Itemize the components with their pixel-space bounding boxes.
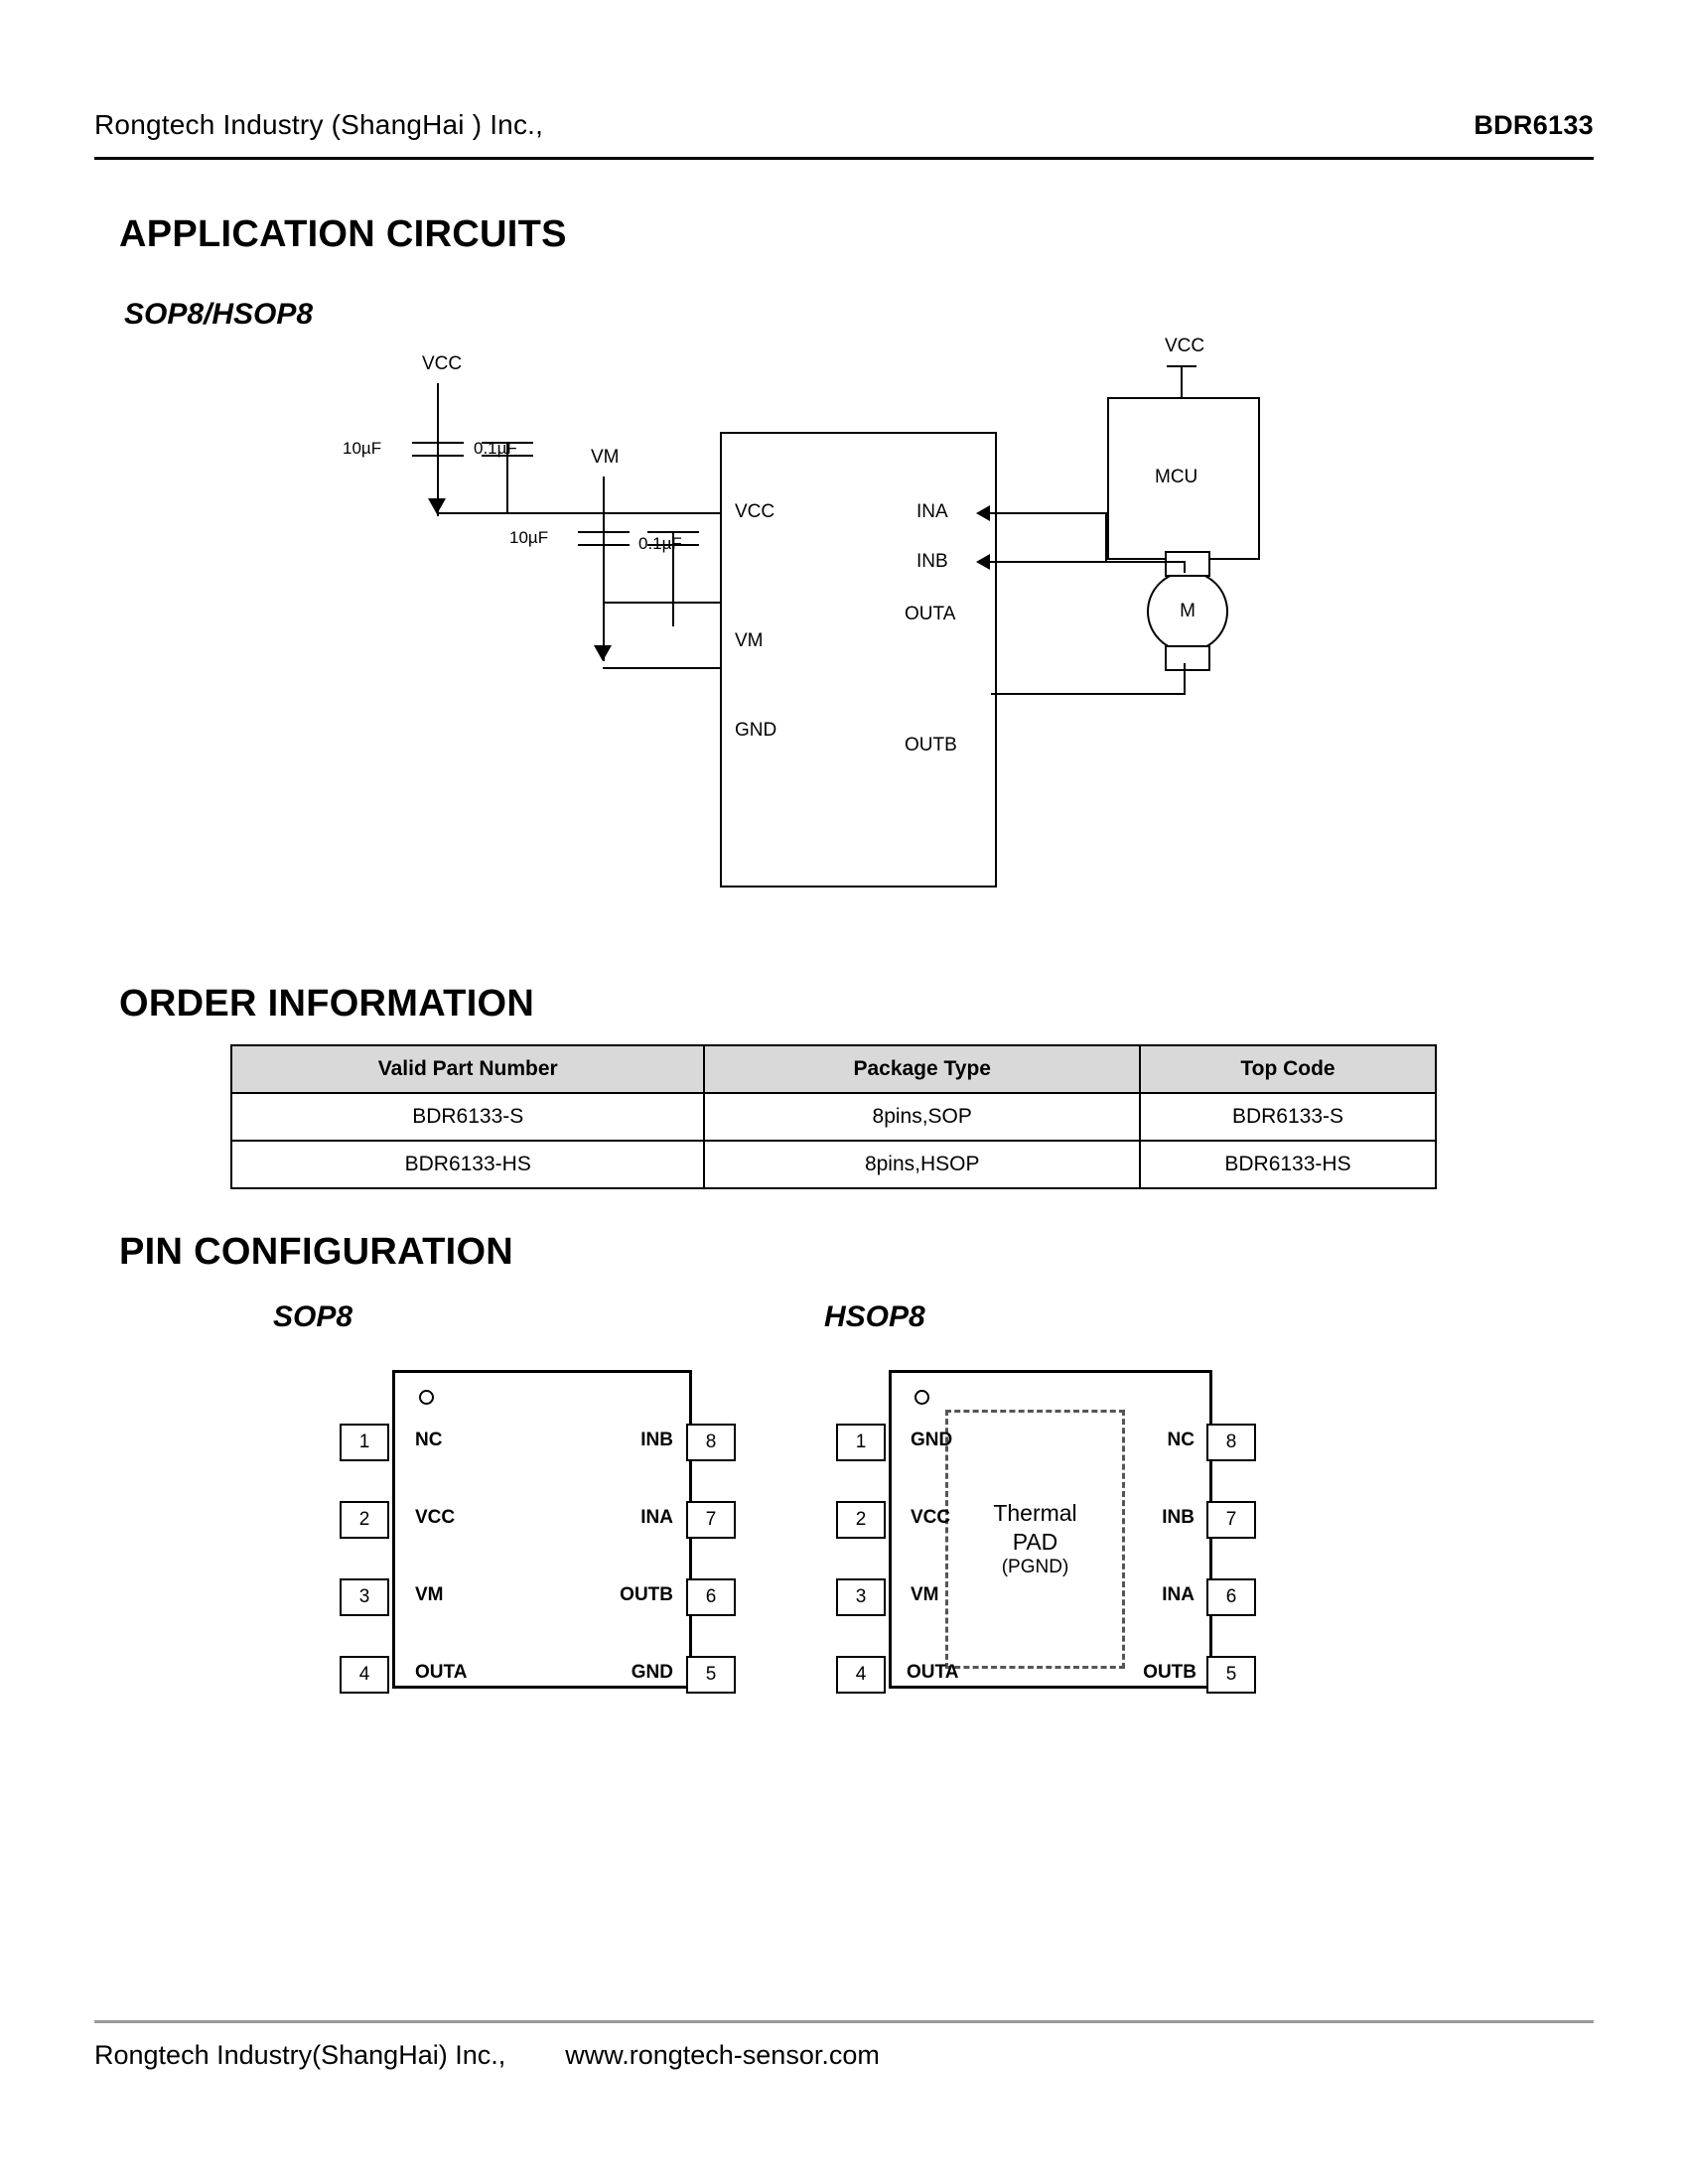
thermal-pad-line-3: (PGND) bbox=[1001, 1557, 1069, 1578]
cap3-lead-bottom bbox=[603, 544, 605, 661]
motor-terminal-top bbox=[1165, 551, 1210, 577]
cell-package-type-1: 8pins,SOP bbox=[704, 1093, 1140, 1141]
cell-top-code-2: BDR6133-HS bbox=[1140, 1141, 1436, 1188]
sop8-pin-pad-3: 3 bbox=[340, 1578, 389, 1616]
schematic-label-vm-supply: VM bbox=[591, 447, 620, 468]
column-header-top-code: Top Code bbox=[1140, 1045, 1436, 1093]
ic-pin-label-ina: INA bbox=[916, 501, 948, 522]
table-header-row bbox=[231, 1045, 1436, 1093]
hsop8-pin-pad-4: 4 bbox=[836, 1656, 886, 1694]
sop8-pin-pad-2: 2 bbox=[340, 1501, 389, 1539]
ic-body bbox=[720, 432, 997, 887]
cell-part-number-1: BDR6133-S bbox=[231, 1093, 704, 1141]
table-row bbox=[231, 1141, 1436, 1188]
hsop8-pin1-marker-icon bbox=[914, 1390, 929, 1405]
footer-divider bbox=[94, 2020, 1594, 2023]
hsop8-pin-name-4: OUTA bbox=[907, 1662, 959, 1683]
wire-outb-motor bbox=[991, 693, 1186, 695]
ic-pin-label-vm: VM bbox=[735, 630, 764, 651]
schematic-label-vcc-supply: VCC bbox=[422, 353, 463, 374]
sop8-pin-name-4: OUTA bbox=[415, 1662, 468, 1683]
header-company-name: Rongtech Industry (ShangHai ) Inc., bbox=[94, 109, 544, 140]
ground-symbol-2 bbox=[594, 645, 612, 661]
hsop8-pin-name-6: INA bbox=[1162, 1584, 1195, 1605]
header-divider bbox=[94, 157, 1594, 160]
wire-vcc-to-ic bbox=[437, 512, 722, 514]
sop8-pin-pad-6: 6 bbox=[686, 1578, 736, 1616]
cap3-plate-top bbox=[578, 531, 630, 533]
ic-pin-label-vcc: VCC bbox=[735, 501, 775, 522]
sop8-pin-pad-7: 7 bbox=[686, 1501, 736, 1539]
hsop8-pin-pad-7: 7 bbox=[1206, 1501, 1256, 1539]
cell-part-number-2: BDR6133-HS bbox=[231, 1141, 704, 1188]
sop8-pin-name-6: OUTB bbox=[620, 1584, 673, 1605]
table-row bbox=[231, 1093, 1436, 1141]
hsop8-pin-pad-6: 6 bbox=[1206, 1578, 1256, 1616]
sop8-pin-name-5: GND bbox=[631, 1662, 673, 1683]
mcu-vcc-tick bbox=[1167, 365, 1196, 367]
arrow-inb bbox=[976, 554, 990, 570]
sop8-pin-name-7: INA bbox=[640, 1507, 673, 1528]
header-part-number: BDR6133 bbox=[1474, 110, 1594, 140]
sop8-pin-name-2: VCC bbox=[415, 1507, 456, 1528]
pin-diagram-title-sop8: SOP8 bbox=[273, 1300, 353, 1333]
order-information-table bbox=[230, 1044, 1437, 1189]
hsop8-pin-pad-2: 2 bbox=[836, 1501, 886, 1539]
column-header-package-type: Package Type bbox=[704, 1045, 1140, 1093]
ic-pin-label-inb: INB bbox=[916, 551, 948, 572]
section-title-pin-configuration: PIN CONFIGURATION bbox=[119, 1231, 514, 1273]
cap4-plate-top bbox=[647, 531, 699, 533]
ic-pin-label-gnd: GND bbox=[735, 720, 777, 741]
sop8-pin-pad-8: 8 bbox=[686, 1424, 736, 1461]
motor-terminal-bottom bbox=[1165, 645, 1210, 671]
wire-gnd-to-ic bbox=[603, 667, 722, 669]
section-title-order-information: ORDER INFORMATION bbox=[119, 983, 535, 1024]
arrow-ina bbox=[976, 505, 990, 521]
subtitle-sop8-hsop8: SOP8/HSOP8 bbox=[124, 298, 314, 331]
schematic-label-cap-10uf-1: 10µF bbox=[343, 439, 382, 458]
pin-diagram-sop8 bbox=[268, 1300, 784, 1777]
page-footer bbox=[94, 2040, 1594, 2071]
wire-mcu-vcc bbox=[1181, 365, 1183, 397]
cell-package-type-2: 8pins,HSOP bbox=[704, 1141, 1140, 1188]
ground-symbol-1 bbox=[428, 498, 446, 514]
pin-diagram-title-hsop8: HSOP8 bbox=[824, 1300, 925, 1333]
sop8-pin-name-3: VM bbox=[415, 1584, 444, 1605]
motor-symbol bbox=[1147, 571, 1228, 652]
sop8-pin-pad-1: 1 bbox=[340, 1424, 389, 1461]
hsop8-pin-pad-5: 5 bbox=[1206, 1656, 1256, 1694]
page-header bbox=[94, 109, 1594, 141]
schematic-label-cap-10uf-2: 10µF bbox=[509, 528, 549, 547]
footer-website[interactable]: www.rongtech-sensor.com bbox=[565, 2040, 880, 2070]
sop8-pin-name-8: INB bbox=[640, 1430, 673, 1450]
sop8-pin1-marker-icon bbox=[419, 1390, 434, 1405]
sop8-body bbox=[392, 1370, 692, 1689]
wire-outa-motor bbox=[991, 561, 1186, 563]
schematic-label-vcc-mcu: VCC bbox=[1165, 336, 1205, 356]
hsop8-pin-name-3: VM bbox=[911, 1584, 939, 1605]
pin-diagram-hsop8 bbox=[819, 1300, 1355, 1777]
ic-pin-label-outb: OUTB bbox=[905, 735, 957, 755]
section-title-application-circuits: APPLICATION CIRCUITS bbox=[119, 213, 567, 255]
hsop8-pin-name-2: VCC bbox=[911, 1507, 951, 1528]
mcu-label: MCU bbox=[1155, 467, 1198, 487]
hsop8-pin-pad-8: 8 bbox=[1206, 1424, 1256, 1461]
wire-outa-motor-v bbox=[1184, 561, 1186, 573]
sop8-pin-pad-4: 4 bbox=[340, 1656, 389, 1694]
cap1-plate-top bbox=[412, 442, 464, 444]
footer-company-name: Rongtech Industry(ShangHai) Inc., bbox=[94, 2040, 506, 2070]
column-header-part-number: Valid Part Number bbox=[231, 1045, 704, 1093]
hsop8-pin-pad-1: 1 bbox=[836, 1424, 886, 1461]
hsop8-pin-name-1: GND bbox=[911, 1430, 953, 1450]
schematic-label-cap-01uf-2: 0.1µF bbox=[638, 534, 682, 553]
motor-label: M bbox=[1180, 601, 1196, 621]
wire-mcu-inb-drop bbox=[1105, 512, 1107, 562]
thermal-pad-line-1: Thermal bbox=[993, 1499, 1077, 1526]
schematic-label-cap-01uf-1: 0.1µF bbox=[474, 439, 517, 458]
wire-vm-to-ic bbox=[603, 602, 722, 604]
hsop8-pin-name-8: NC bbox=[1167, 1430, 1195, 1450]
sop8-pin-name-1: NC bbox=[415, 1430, 443, 1450]
hsop8-pin-name-5: OUTB bbox=[1143, 1662, 1196, 1683]
hsop8-pin-pad-3: 3 bbox=[836, 1578, 886, 1616]
application-circuit-diagram bbox=[94, 336, 1594, 903]
thermal-pad-line-2: PAD bbox=[1012, 1528, 1058, 1555]
ic-pin-label-outa: OUTA bbox=[905, 604, 956, 624]
sop8-pin-pad-5: 5 bbox=[686, 1656, 736, 1694]
hsop8-pin-name-7: INB bbox=[1162, 1507, 1195, 1528]
cell-top-code-1: BDR6133-S bbox=[1140, 1093, 1436, 1141]
wire-mcu-ina bbox=[978, 512, 1107, 514]
wire-outb-motor-v bbox=[1184, 663, 1186, 695]
